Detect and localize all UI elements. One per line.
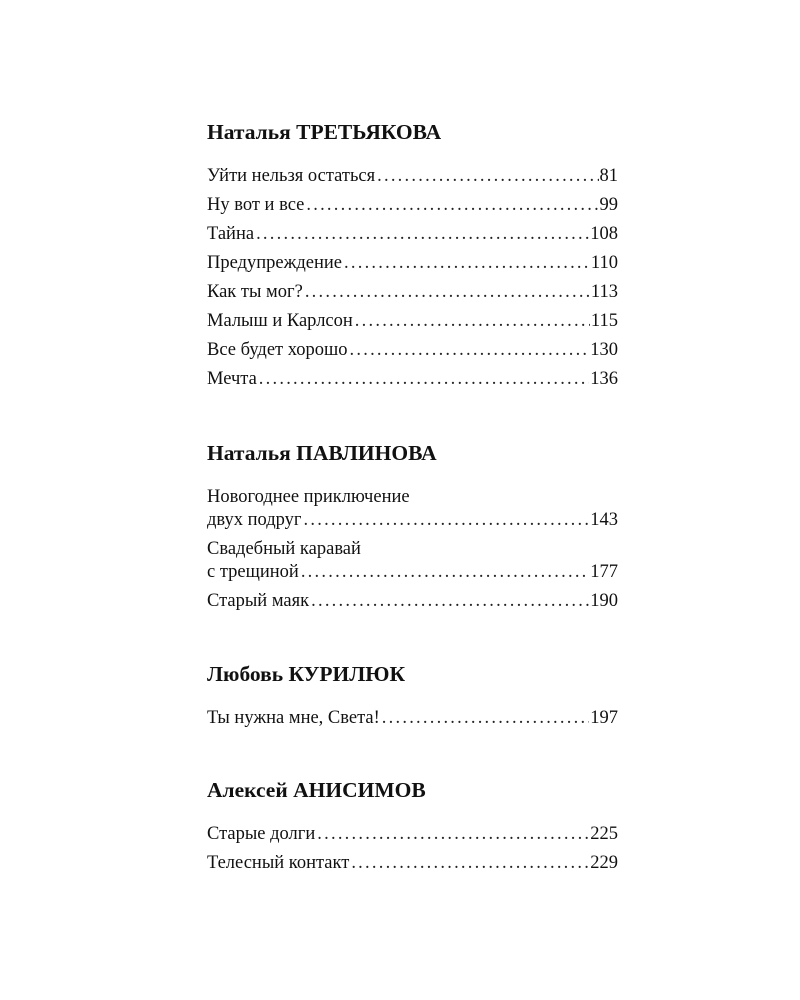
toc-entry[interactable] xyxy=(207,852,618,875)
section-spacer xyxy=(207,619,618,660)
toc-entry[interactable] xyxy=(207,310,618,333)
toc-section-anisimov xyxy=(207,776,618,875)
section-spacer xyxy=(207,397,618,439)
page-number: 177 xyxy=(590,562,618,582)
page-number: 143 xyxy=(590,510,618,530)
page-number: 225 xyxy=(590,824,618,844)
section-spacer xyxy=(207,736,618,776)
toc-entry[interactable] xyxy=(207,165,618,188)
entry-title: Тайна xyxy=(207,224,255,244)
page-number: 81 xyxy=(599,166,618,186)
toc-entry[interactable] xyxy=(207,252,618,275)
page-number: 197 xyxy=(590,708,618,728)
toc-section-tretyakova xyxy=(207,118,618,391)
toc-section-kurilyuk xyxy=(207,660,618,730)
dot-leader xyxy=(350,339,590,362)
author-heading: Наталья ПАВЛИНОВА xyxy=(207,441,437,465)
toc-entry[interactable] xyxy=(207,486,618,532)
dot-leader xyxy=(304,509,590,532)
toc-entry[interactable] xyxy=(207,590,618,613)
toc-entry[interactable] xyxy=(207,538,618,584)
entry-title: двух подруг xyxy=(207,510,302,530)
dot-leader xyxy=(344,252,590,275)
page-number: 99 xyxy=(599,195,618,215)
dot-leader xyxy=(317,823,589,846)
dot-leader xyxy=(311,590,589,613)
entry-title: Мечта xyxy=(207,369,257,389)
toc-entry[interactable] xyxy=(207,368,618,391)
entry-title: Малыш и Карлсон xyxy=(207,311,353,331)
toc-entry[interactable] xyxy=(207,194,618,217)
page-number: 110 xyxy=(590,253,618,273)
dot-leader xyxy=(259,368,589,391)
entry-title: Ну вот и все xyxy=(207,195,305,215)
entry-title: с трещиной xyxy=(207,562,299,582)
toc-entry[interactable] xyxy=(207,339,618,362)
page-number: 113 xyxy=(590,282,618,302)
entry-title: Ты нужна мне, Света! xyxy=(207,708,380,728)
dot-leader xyxy=(305,281,590,304)
entry-title-line1: Новогоднее приключение xyxy=(207,487,410,507)
toc-section-pavlinova xyxy=(207,439,618,613)
toc-entry[interactable] xyxy=(207,707,618,730)
toc-entry[interactable] xyxy=(207,223,618,246)
dot-leader xyxy=(382,707,589,730)
entry-title: Как ты мог? xyxy=(207,282,303,302)
dot-leader xyxy=(377,165,598,188)
toc-entry[interactable] xyxy=(207,281,618,304)
author-heading: Алексей АНИСИМОВ xyxy=(207,778,426,802)
entry-title: Уйти нельзя остаться xyxy=(207,166,376,186)
page-number: 130 xyxy=(590,340,618,360)
table-of-contents xyxy=(207,118,618,881)
dot-leader xyxy=(306,194,598,217)
entry-title: Все будет хорошо xyxy=(207,340,348,360)
author-heading: Наталья ТРЕТЬЯКОВА xyxy=(207,120,442,144)
toc-entry[interactable] xyxy=(207,823,618,846)
dot-leader xyxy=(351,852,589,875)
entry-title: Старый маяк xyxy=(207,591,310,611)
page-number: 136 xyxy=(590,369,618,389)
entry-title: Телесный контакт xyxy=(207,853,350,873)
entry-title: Предупреждение xyxy=(207,253,343,273)
entry-title: Старые долги xyxy=(207,824,316,844)
page-number: 115 xyxy=(590,311,618,331)
dot-leader xyxy=(301,561,589,584)
dot-leader xyxy=(355,310,590,333)
author-heading: Любовь КУРИЛЮК xyxy=(207,662,406,686)
page-number: 108 xyxy=(590,224,618,244)
entry-title-line1: Свадебный каравай xyxy=(207,539,361,559)
page-number: 190 xyxy=(590,591,618,611)
dot-leader xyxy=(256,223,589,246)
page-number: 229 xyxy=(590,853,618,873)
